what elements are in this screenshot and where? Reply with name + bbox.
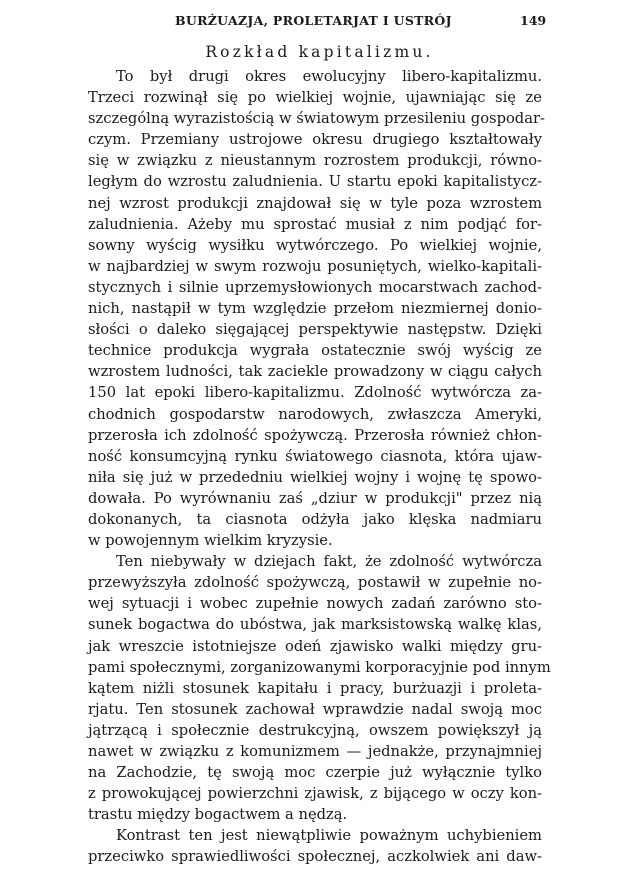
text-line: jak wreszcie istotniejsze odeń zjawisko walki między gru-: [88, 637, 542, 655]
text-line: wzrostem ludności, tak zaciekle prowadzony w ciągu całych: [88, 363, 542, 381]
text-line: niła się już w przededniu wielkiej wojny i wojnę tę spowo-: [88, 468, 542, 486]
text-line: przeciwko sprawiedliwości społecznej, aczkolwiek ani daw-: [88, 848, 542, 866]
text-line: technice produkcja wygrała ostatecznie swój wyścig ze: [88, 342, 542, 360]
text-line: rjatu. Ten stosunek zachował wprawdzie nadal swoją moc: [88, 700, 542, 718]
text-line: zaludnienia. Ażeby mu sprostać musiał z nim podjąć for-: [88, 215, 542, 233]
text-line: sowny wyścig wysiłku wytwórczego. Po wielkiej wojnie,: [88, 236, 542, 254]
text-line: wej sytuacji i wobec zupełnie nowych zadań zarówno sto-: [88, 595, 542, 613]
text-line: sunek bogactwa do ubóstwa, jak marksistowską walkę klas,: [88, 616, 542, 634]
text-line: Ten niebywały w dziejach fakt, że zdolność wytwórcza: [116, 553, 542, 571]
text-line: słości o daleko sięgającej perspektywie następstw. Dzięki: [88, 321, 542, 339]
text-line: czym. Przemiany ustrojowe okresu drugiego kształtowały: [88, 131, 542, 149]
text-line: nej wzrost produkcji znajdował się w tyle poza wzrostem: [88, 194, 542, 212]
page-number: 149: [520, 13, 547, 28]
text-line: dowała. Po wyrównaniu zaś „dziur w produkcji" przez nią: [88, 489, 542, 507]
text-line: Trzeci rozwinął się po wielkiej wojnie, ujawniając się ze: [88, 89, 542, 107]
text-line: pami społecznymi, zorganizowanymi korporacyjnie pod innym: [88, 658, 551, 676]
text-line: Kontrast ten jest niewątpliwie poważnym uchybieniem: [116, 827, 542, 845]
text-line: dokonanych, ta ciasnota odżyła jako klęska nadmiaru: [88, 510, 542, 528]
text-line: ległym do wzrostu zaludnienia. U startu epoki kapitalistycz-: [88, 173, 542, 191]
text-line: trastu między bogactwem a nędzą.: [88, 806, 348, 824]
text-line: ność konsumcyjną rynku światowego ciasnota, która ujaw-: [88, 447, 542, 465]
text-line: na Zachodzie, tę swoją moc czerpie już wyłącznie tylko: [88, 764, 542, 782]
text-line: To był drugi okres ewolucyjny libero-kapitalizmu.: [116, 68, 542, 85]
text-line: w najbardziej w swym rozwoju posuniętych, wielko-kapitali-: [88, 257, 542, 275]
text-line: nich, nastąpił w tym względzie przełom niezmiernej donio-: [88, 300, 542, 318]
text-line: szczególną wyrazistością w światowym przesileniu gospodar-: [88, 110, 545, 128]
section-heading: Rozkład kapitalizmu.: [205, 43, 434, 61]
text-line: się w związku z nieustannym rozrostem produkcji, równo-: [88, 152, 542, 170]
text-line: chodnich gospodarstw narodowych, zwłaszcza Ameryki,: [88, 405, 542, 423]
text-line: 150 lat epoki libero-kapitalizmu. Zdolność wytwórcza za-: [88, 384, 542, 402]
text-line: przewyższyła zdolność spożywczą, postawił w zupełnie no-: [88, 574, 542, 592]
text-line: z prowokującej powierzchni zjawisk, z bijącego w oczy kon-: [88, 785, 542, 803]
body-text: [88, 66, 551, 868]
running-header-title: BURŻUAZJA, PROLETARJAT I USTRÓJ: [175, 13, 452, 28]
text-line: przerosła ich zdolność spożywczą. Przerosła również chłon-: [88, 426, 542, 444]
text-line: stycznych i silnie uprzemysłowionych mocarstwach zachod-: [88, 278, 542, 296]
text-line: nawet w związku z komunizmem — jednakże, przynajmniej: [88, 743, 542, 760]
text-line: jątrzącą i społecznie destrukcyjną, owszem powiększył ją: [88, 721, 542, 739]
text-line: w powojennym wielkim kryzysie.: [88, 532, 333, 550]
text-line: kątem niżli stosunek kapitału i pracy, burżuazji i proleta-: [88, 679, 542, 697]
